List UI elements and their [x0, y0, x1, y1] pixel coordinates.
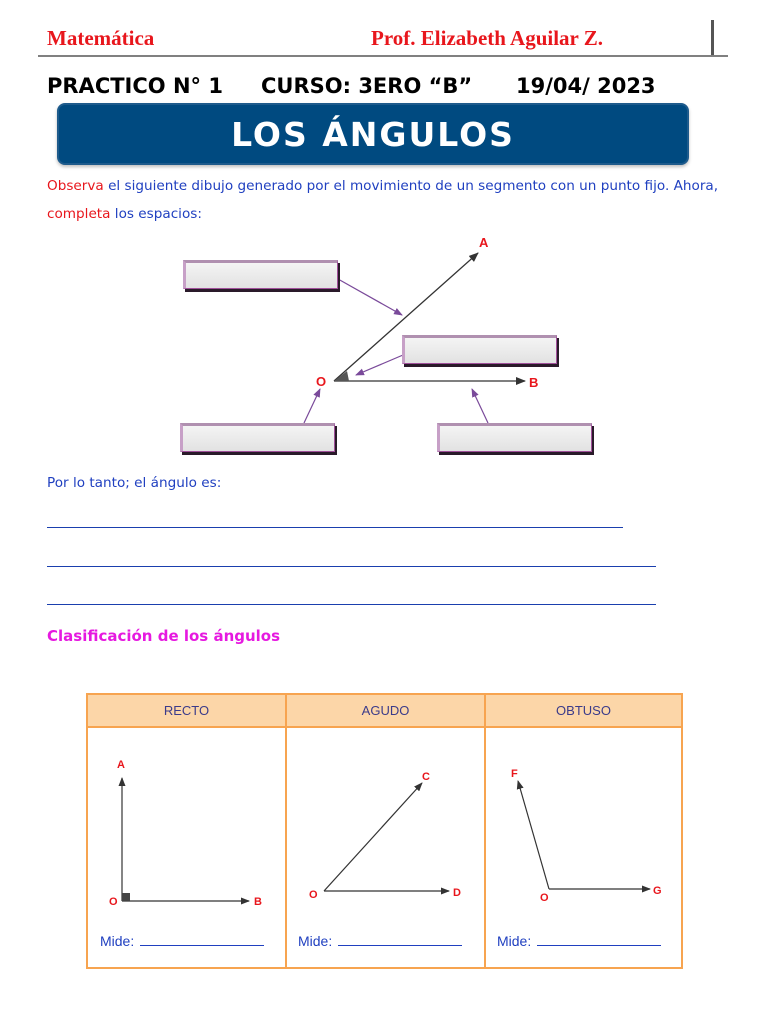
classification-angles: [88, 695, 681, 967]
answer-line-1[interactable]: [47, 527, 623, 528]
measure-label: Mide:: [100, 933, 135, 949]
obtuso-label-g: G: [653, 885, 662, 897]
obtuso-ray-of: [518, 781, 549, 889]
recto-label-o: O: [109, 896, 118, 908]
angle-diagram: [0, 0, 768, 470]
agudo-label-c: C: [422, 771, 430, 783]
practice-number: PRACTICO N° 1: [47, 74, 223, 98]
classification-title: Clasificación de los ángulos: [47, 627, 281, 645]
pointer-arrow-3: [304, 389, 320, 423]
pointer-arrow-4: [472, 389, 488, 423]
instruction-text-2: los espacios:: [110, 206, 202, 222]
measure-field-agudo[interactable]: [298, 933, 462, 949]
measure-label: Mide:: [497, 933, 532, 949]
obtuso-label-o: O: [540, 892, 549, 904]
instruction-text-1: el siguiente dibujo generado por el movimiento de un segmento con un punto fijo. Ahora,: [103, 178, 719, 194]
measure-label: Mide:: [298, 933, 333, 949]
right-angle-marker: [122, 893, 130, 901]
measure-line[interactable]: [338, 945, 462, 946]
column-header-obtuso: OBTUSO: [486, 695, 681, 728]
answer-box-3[interactable]: [180, 423, 335, 452]
answer-line-2[interactable]: [47, 566, 656, 567]
column-header-recto: RECTO: [88, 695, 285, 728]
conclusion-prompt: Por lo tanto; el ángulo es:: [47, 475, 222, 491]
recto-label-b: B: [254, 896, 262, 908]
agudo-label-o: O: [309, 889, 318, 901]
classification-table: [86, 693, 683, 969]
agudo-ray-oc: [324, 783, 422, 891]
answer-box-1[interactable]: [183, 260, 338, 289]
column-header-agudo: AGUDO: [287, 695, 484, 728]
instruction-keyword-observa: Observa: [47, 178, 104, 194]
obtuso-label-f: F: [511, 768, 518, 780]
label-a: A: [479, 235, 489, 250]
measure-field-recto[interactable]: [100, 933, 264, 949]
course-label: CURSO: 3ERO “B”: [261, 74, 473, 98]
subject-title: Matemática: [47, 26, 155, 50]
measure-line[interactable]: [140, 945, 264, 946]
teacher-name: Prof. Elizabeth Aguilar Z.: [371, 26, 603, 50]
label-b: B: [529, 375, 539, 390]
answer-box-2[interactable]: [402, 335, 557, 364]
answer-box-4[interactable]: [437, 423, 592, 452]
pointer-arrow-2: [356, 355, 403, 375]
date-label: 19/04/ 2023: [516, 74, 656, 98]
recto-label-a: A: [117, 759, 125, 771]
instruction-keyword-completa: completa: [47, 206, 111, 222]
label-o: O: [316, 374, 327, 389]
measure-line[interactable]: [537, 945, 661, 946]
measure-field-obtuso[interactable]: [497, 933, 661, 949]
pointer-arrow-1: [338, 279, 402, 315]
agudo-label-d: D: [453, 887, 461, 899]
answer-line-3[interactable]: [47, 604, 656, 605]
angle-marker: [334, 371, 349, 381]
page-title: LOS ÁNGULOS: [231, 114, 515, 154]
